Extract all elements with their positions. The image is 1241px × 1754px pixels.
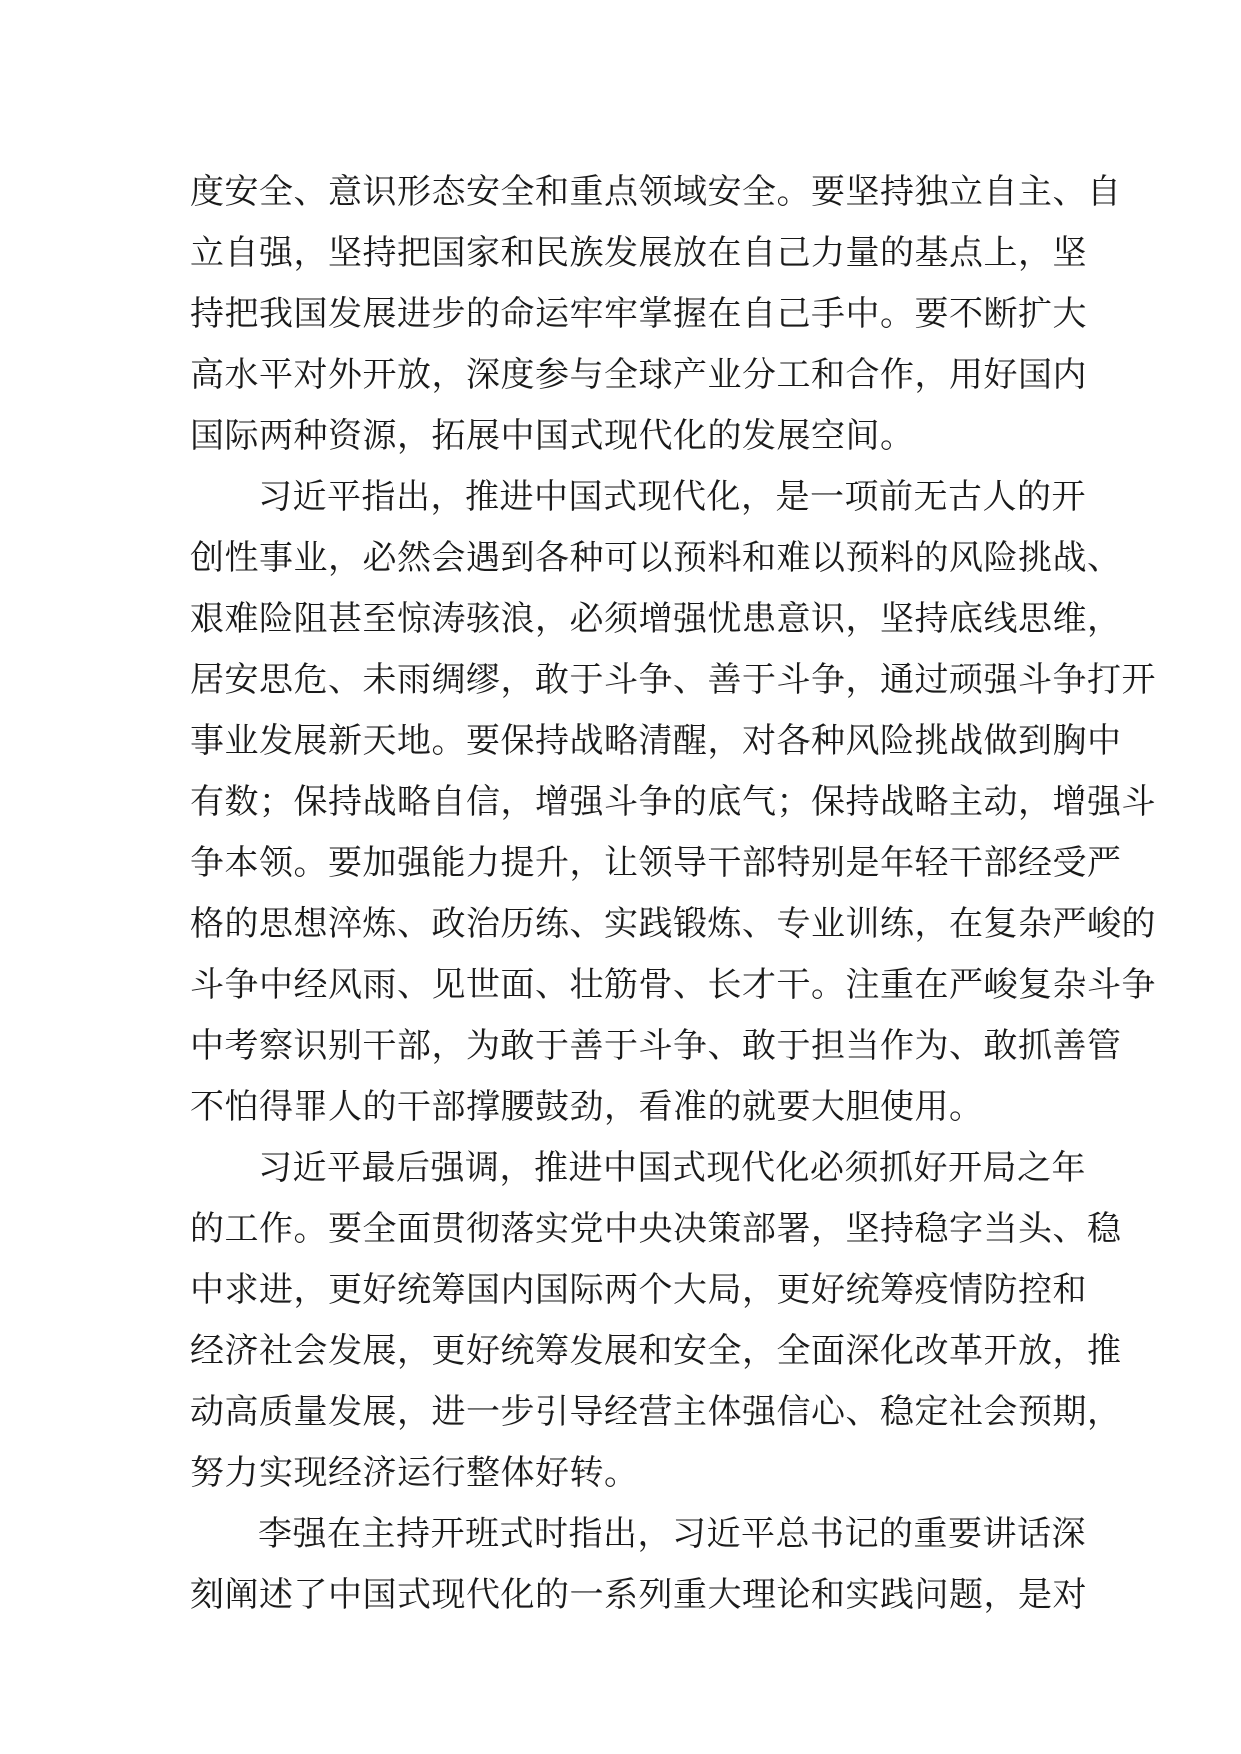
paragraph-2-line-4: 居安思危、未雨绸缪，敢于斗争、善于斗争，通过顽强斗争打开: [190, 660, 1156, 700]
paragraph-1-line-5: 国际两种资源，拓展中国式现代化的发展空间。: [190, 416, 915, 456]
paragraph-1-line-1: 度安全、意识形态安全和重点领域安全。要坚持独立自主、自: [190, 172, 1122, 212]
paragraph-4-line-2: 刻阐述了中国式现代化的一系列重大理论和实践问题，是对: [190, 1575, 1087, 1615]
paragraph-1-line-3: 持把我国发展进步的命运牢牢掌握在自己手中。要不断扩大: [190, 294, 1087, 334]
paragraph-2-line-5: 事业发展新天地。要保持战略清醒，对各种风险挑战做到胸中: [190, 721, 1122, 761]
paragraph-2-line-3: 艰难险阻甚至惊涛骇浪，必须增强忧患意识，坚持底线思维，: [190, 599, 1122, 639]
paragraph-2-line-8: 格的思想淬炼、政治历练、实践锻炼、专业训练，在复杂严峻的: [190, 904, 1156, 944]
paragraph-1-line-2: 立自强，坚持把国家和民族发展放在自己力量的基点上，坚: [190, 233, 1087, 273]
body-text: [190, 162, 1156, 1626]
paragraph-2-line-11: 不怕得罪人的干部撑腰鼓劲，看准的就要大胆使用。: [190, 1087, 984, 1127]
paragraph-3-line-4: 经济社会发展，更好统筹发展和安全，全面深化改革开放，推: [190, 1331, 1122, 1371]
paragraph-2-line-2: 创性事业，必然会遇到各种可以预料和难以预料的风险挑战、: [190, 538, 1122, 578]
paragraph-2-line-10: 中考察识别干部，为敢于善于斗争、敢于担当作为、敢抓善管: [190, 1026, 1122, 1066]
paragraph-3-line-3: 中求进，更好统筹国内国际两个大局，更好统筹疫情防控和: [190, 1270, 1087, 1310]
paragraph-3-line-2: 的工作。要全面贯彻落实党中央决策部署，坚持稳字当头、稳: [190, 1209, 1122, 1249]
paragraph-3-line-1: 习近平最后强调，推进中国式现代化必须抓好开局之年: [258, 1148, 1086, 1188]
paragraph-3-line-5: 动高质量发展，进一步引导经营主体强信心、稳定社会预期，: [190, 1392, 1122, 1432]
paragraph-1-line-4: 高水平对外开放，深度参与全球产业分工和合作，用好国内: [190, 355, 1087, 395]
paragraph-2-line-6: 有数；保持战略自信，增强斗争的底气；保持战略主动，增强斗: [190, 782, 1156, 822]
paragraph-4-line-1: 李强在主持开班式时指出，习近平总书记的重要讲话深: [258, 1514, 1086, 1554]
paragraph-2-line-9: 斗争中经风雨、见世面、壮筋骨、长才干。注重在严峻复杂斗争: [190, 965, 1156, 1005]
paragraph-2-line-1: 习近平指出，推进中国式现代化，是一项前无古人的开: [258, 477, 1086, 517]
paragraph-3-line-6: 努力实现经济运行整体好转。: [190, 1453, 639, 1493]
paragraph-2-line-7: 争本领。要加强能力提升，让领导干部特别是年轻干部经受严: [190, 843, 1122, 883]
